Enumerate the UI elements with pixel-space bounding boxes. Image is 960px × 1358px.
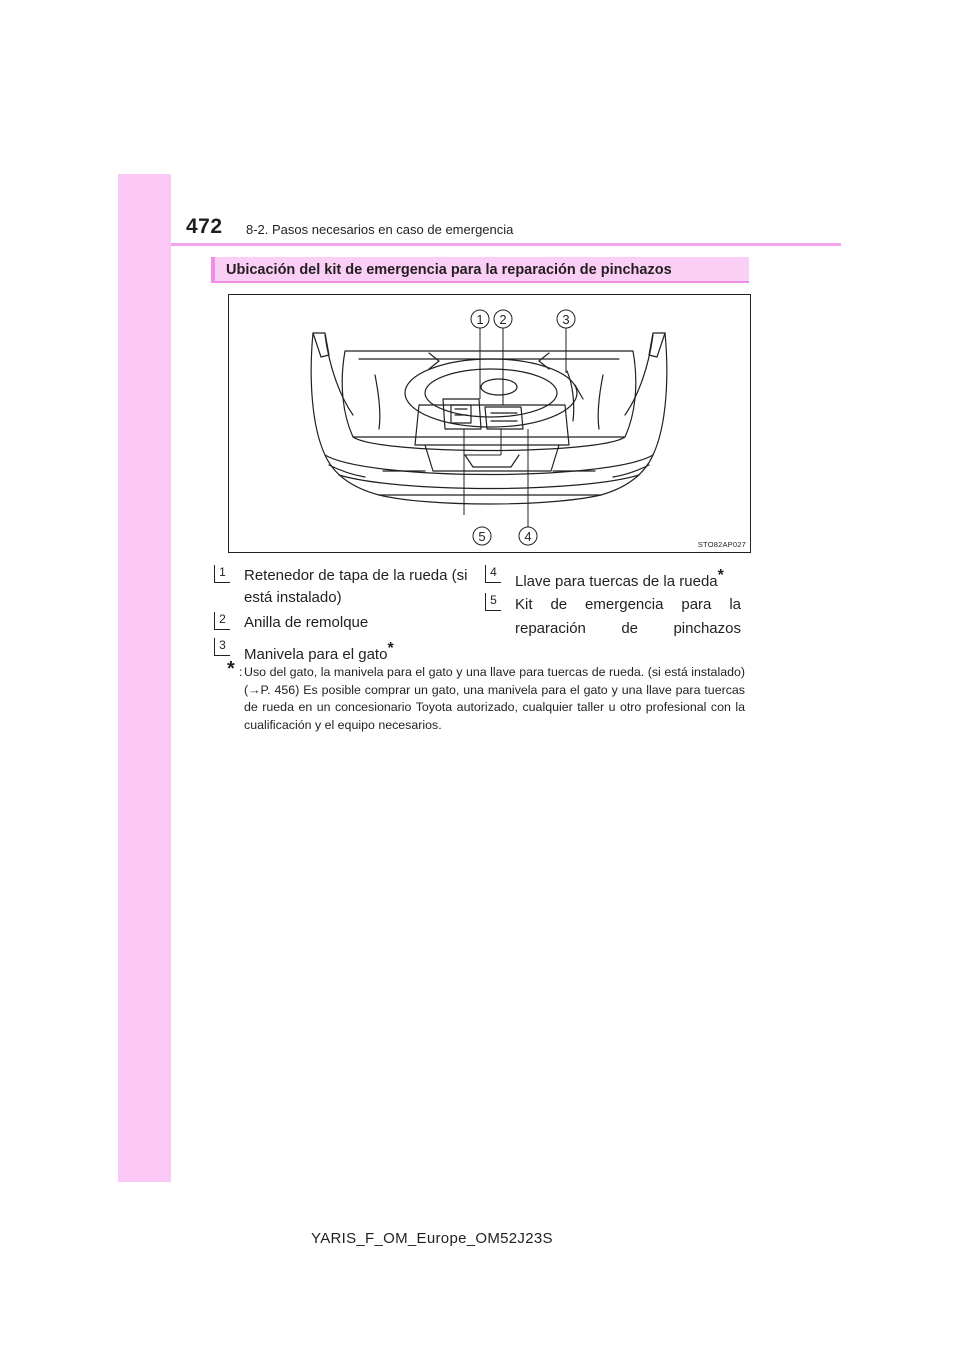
callout-4-label: 4 <box>524 529 532 544</box>
side-color-band <box>118 174 171 1182</box>
car-trunk-drawing <box>229 295 750 552</box>
legend-number-3: 3 <box>214 638 230 656</box>
document-id: YARIS_F_OM_Europe_OM52J23S <box>311 1230 553 1247</box>
footnote <box>227 658 745 734</box>
footnote-colon: : <box>239 665 243 679</box>
chapter-title: 8-2. Pasos necesarios en caso de emergencia <box>246 222 514 237</box>
legend-text-1: Retenedor de tapa de la rueda (si está instalado) <box>244 567 468 606</box>
legend-asterisk-4: * <box>717 567 724 584</box>
page-number: 472 <box>186 215 223 238</box>
callout-3-label: 3 <box>562 312 570 327</box>
header-rule <box>171 243 841 246</box>
legend-text-4 <box>515 565 747 593</box>
callout-2-label: 2 <box>499 312 507 327</box>
section-heading-text: Ubicación del kit de emergencia para la reparación de pinchazos <box>226 262 672 278</box>
footnote-asterisk: * <box>227 658 235 680</box>
section-heading <box>211 257 749 283</box>
footnote-text: Uso del gato, la manivela para el gato y una llave para tuercas de rueda. (si está instalado) (→P. 456) Es posible comprar un gato, una manivela para el gato y una llave para tuercas de rueda en un concesionario Toyota autorizado, cualquier taller u otro profesional con la cualificación y el equipo necesarios. <box>244 665 745 732</box>
legend-text-4-label: Llave para tuercas de la rueda <box>515 573 718 590</box>
legend-text-5: Kit de emergencia para la reparación de pinchazos <box>515 596 741 637</box>
legend-number-2: 2 <box>214 612 230 630</box>
callout-1-label: 1 <box>476 312 484 327</box>
trunk-illustration <box>228 294 751 553</box>
legend-asterisk-3: * <box>387 640 394 657</box>
legend-text-3-label: Manivela para el gato <box>244 646 388 663</box>
legend-number-1: 1 <box>214 565 230 583</box>
legend-text-3 <box>244 638 476 666</box>
legend-number-5: 5 <box>485 593 501 611</box>
figure-code: STO82AP027 <box>697 540 746 549</box>
callout-5-label: 5 <box>478 529 486 544</box>
legend-text-2: Anilla de remolque <box>244 614 369 631</box>
legend-number-4: 4 <box>485 565 501 583</box>
